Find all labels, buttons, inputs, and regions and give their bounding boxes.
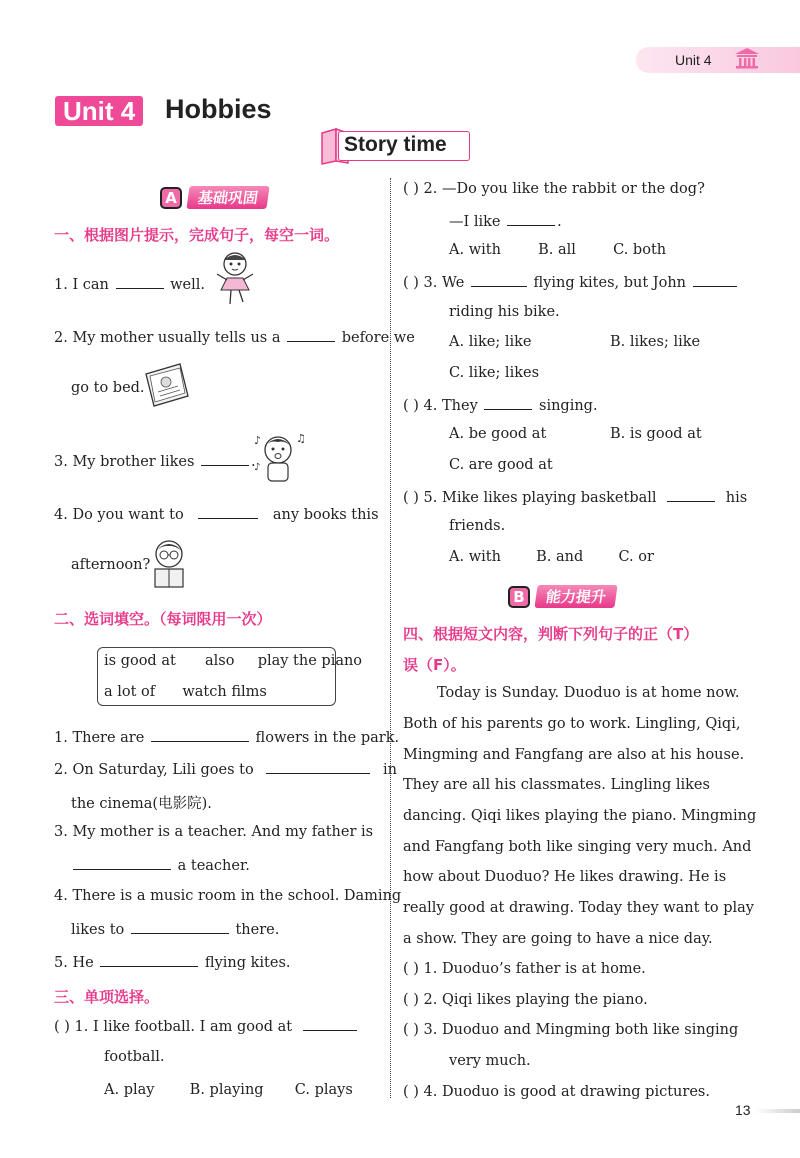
tf-statement-3-cont: very much.	[449, 1053, 531, 1069]
answer-blank[interactable]	[693, 273, 737, 287]
option-b[interactable]: B. playing	[189, 1082, 264, 1098]
mc-question-2-options	[449, 242, 666, 258]
s1-question-4: 4. Do you want to any books this	[54, 507, 379, 523]
passage-line: They are all his classmates. Lingling likes	[403, 777, 710, 793]
page-title: Hobbies	[165, 94, 272, 124]
option-a[interactable]: A. play	[104, 1082, 155, 1098]
unit-badge: Unit 4	[55, 96, 143, 126]
boy-reading-illustration	[146, 537, 192, 591]
column-divider	[390, 178, 391, 1098]
option-a[interactable]: A. with	[449, 549, 501, 565]
option-c[interactable]: C. plays	[294, 1082, 353, 1098]
s2-question-3: 3. My mother is a teacher. And my father is	[54, 824, 374, 840]
answer-blank[interactable]	[116, 275, 164, 289]
tf-statement-2: ( ) 2. Qiqi likes playing the piano.	[403, 992, 648, 1008]
mc-question-5-cont: friends.	[449, 518, 506, 534]
story-time-label: Story time	[344, 133, 447, 156]
mc-question-5: ( ) 5. Mike likes playing basketball his	[403, 490, 748, 506]
building-icon	[733, 46, 761, 70]
answer-blank[interactable]	[131, 920, 229, 934]
answer-blank[interactable]	[303, 1017, 357, 1031]
answer-blank[interactable]	[198, 505, 258, 519]
answer-paren[interactable]: ( )	[403, 181, 419, 197]
mc-question-2: ( ) 2. —Do you like the rabbit or the dog?	[403, 181, 705, 197]
answer-paren[interactable]: ( )	[403, 490, 419, 506]
part-a-badge	[160, 186, 268, 209]
page-number: 13	[735, 1102, 751, 1118]
answer-paren[interactable]: ( )	[403, 961, 419, 977]
s1-question-2-cont: go to bed.	[71, 380, 145, 396]
word-option: play the piano	[257, 653, 363, 669]
s2-question-4: 4. There is a music room in the school. Daming	[54, 888, 402, 904]
passage-line: Today is Sunday. Duoduo is at home now.	[437, 685, 740, 701]
word-option: also	[205, 653, 235, 669]
answer-paren[interactable]: ( )	[403, 992, 419, 1008]
mc-question-5-options	[449, 549, 654, 565]
section3-heading: 三、单项选择。	[54, 988, 160, 1006]
story-time-banner	[318, 127, 470, 165]
section1-heading: 一、根据图片提示，完成句子，每空一词。	[54, 226, 340, 244]
unit-tab	[636, 47, 800, 73]
option-a[interactable]: A. with	[449, 242, 501, 258]
s1-question-1: 1. I can well.	[54, 277, 206, 293]
option-b[interactable]: B. likes; like	[610, 334, 701, 350]
s2-question-1: 1. There are flowers in the park.	[54, 730, 400, 746]
option-a[interactable]: A. like; like	[449, 334, 532, 350]
tf-statement-3: ( ) 3. Duoduo and Mingming both like singing	[403, 1022, 739, 1038]
answer-blank[interactable]	[100, 953, 198, 967]
mc-question-4: ( ) 4. They singing.	[403, 398, 598, 414]
section2-heading: 二、选词填空。（每词限用一次）	[54, 610, 272, 628]
answer-paren[interactable]: ( )	[403, 398, 419, 414]
page-number-rule	[754, 1109, 800, 1113]
svg-text:♪: ♪	[254, 434, 262, 447]
mc-question-2-cont: —I like .	[449, 214, 562, 230]
option-b[interactable]: B. is good at	[610, 426, 702, 442]
svg-text:♪: ♪	[254, 462, 261, 473]
passage-line: Both of his parents go to work. Lingling, Qiqi,	[403, 716, 741, 732]
answer-blank[interactable]	[471, 273, 527, 287]
answer-blank[interactable]	[484, 396, 532, 410]
answer-paren[interactable]: ( )	[54, 1019, 70, 1035]
answer-blank[interactable]	[201, 452, 249, 466]
option-b[interactable]: B. and	[536, 549, 584, 565]
option-c[interactable]: C. or	[618, 549, 654, 565]
answer-paren[interactable]: ( )	[403, 1084, 419, 1100]
part-a-label: 基础巩固	[186, 186, 269, 209]
mc-question-1: ( ) 1. I like football. I am good at	[54, 1017, 359, 1035]
part-b-label: 能力提升	[534, 585, 617, 608]
mc-question-1-options	[104, 1082, 353, 1098]
passage-line: Mingming and Fangfang are also at his house.	[403, 747, 745, 763]
option-b[interactable]: B. all	[538, 242, 576, 258]
passage-line: how about Duoduo? He likes drawing. He is	[403, 869, 727, 885]
option-c[interactable]: C. both	[613, 242, 667, 258]
part-a-letter: A	[160, 187, 182, 209]
mc-question-1-cont: football.	[104, 1049, 165, 1065]
s2-question-4-cont: likes to there.	[71, 922, 280, 938]
option-c[interactable]: C. like; likes	[449, 365, 540, 381]
section4-heading: 四、根据短文内容，判断下列句子的正（T）	[403, 625, 699, 643]
s1-question-4-cont: afternoon?	[71, 557, 151, 573]
s2-question-2: 2. On Saturday, Lili goes to in	[54, 762, 397, 778]
answer-paren[interactable]: ( )	[403, 275, 419, 291]
part-b-badge	[508, 585, 616, 608]
s2-question-2-cont: the cinema(电影院).	[71, 796, 212, 812]
passage-line: really good at drawing. Today they want to play	[403, 900, 754, 916]
word-option: watch films	[182, 684, 267, 700]
mc-question-3-cont: riding his bike.	[449, 304, 560, 320]
mc-question-3: ( ) 3. We flying kites, but John	[403, 273, 739, 291]
s2-question-5: 5. He flying kites.	[54, 955, 291, 971]
answer-blank[interactable]	[151, 728, 249, 742]
option-c[interactable]: C. are good at	[449, 457, 553, 473]
word-option: a lot of	[104, 684, 156, 700]
option-a[interactable]: A. be good at	[449, 426, 547, 442]
unit-tab-label: Unit 4	[675, 52, 712, 68]
s1-question-2: 2. My mother usually tells us a before we	[54, 330, 415, 346]
storybook-illustration	[140, 360, 192, 410]
answer-paren[interactable]: ( )	[403, 1022, 419, 1038]
answer-blank[interactable]	[266, 760, 370, 774]
tf-statement-4: ( ) 4. Duoduo is good at drawing pictures.	[403, 1084, 710, 1100]
s2-question-3-cont: a teacher.	[71, 856, 250, 874]
section4-heading-cont: 误（F）。	[403, 656, 466, 674]
answer-blank[interactable]	[73, 856, 171, 870]
svg-text:♫: ♫	[296, 432, 306, 445]
passage-line: a show. They are going to have a nice day.	[403, 931, 713, 947]
girl-dancing-illustration	[213, 250, 257, 308]
word-bank-row-2	[104, 684, 267, 700]
word-option: is good at	[104, 653, 176, 669]
passage-line: and Fangfang both like singing very much. And	[403, 839, 752, 855]
passage-line: dancing. Qiqi likes playing the piano. Mingming	[403, 808, 757, 824]
answer-blank[interactable]	[507, 212, 555, 226]
s1-question-3: 3. My brother likes .	[54, 454, 256, 470]
tf-statement-1: ( ) 1. Duoduo’s father is at home.	[403, 961, 646, 977]
boy-singing-illustration	[250, 430, 308, 486]
part-b-letter: B	[508, 586, 530, 608]
answer-blank[interactable]	[287, 328, 335, 342]
answer-blank[interactable]	[667, 488, 715, 502]
word-bank-row-1	[104, 653, 362, 669]
